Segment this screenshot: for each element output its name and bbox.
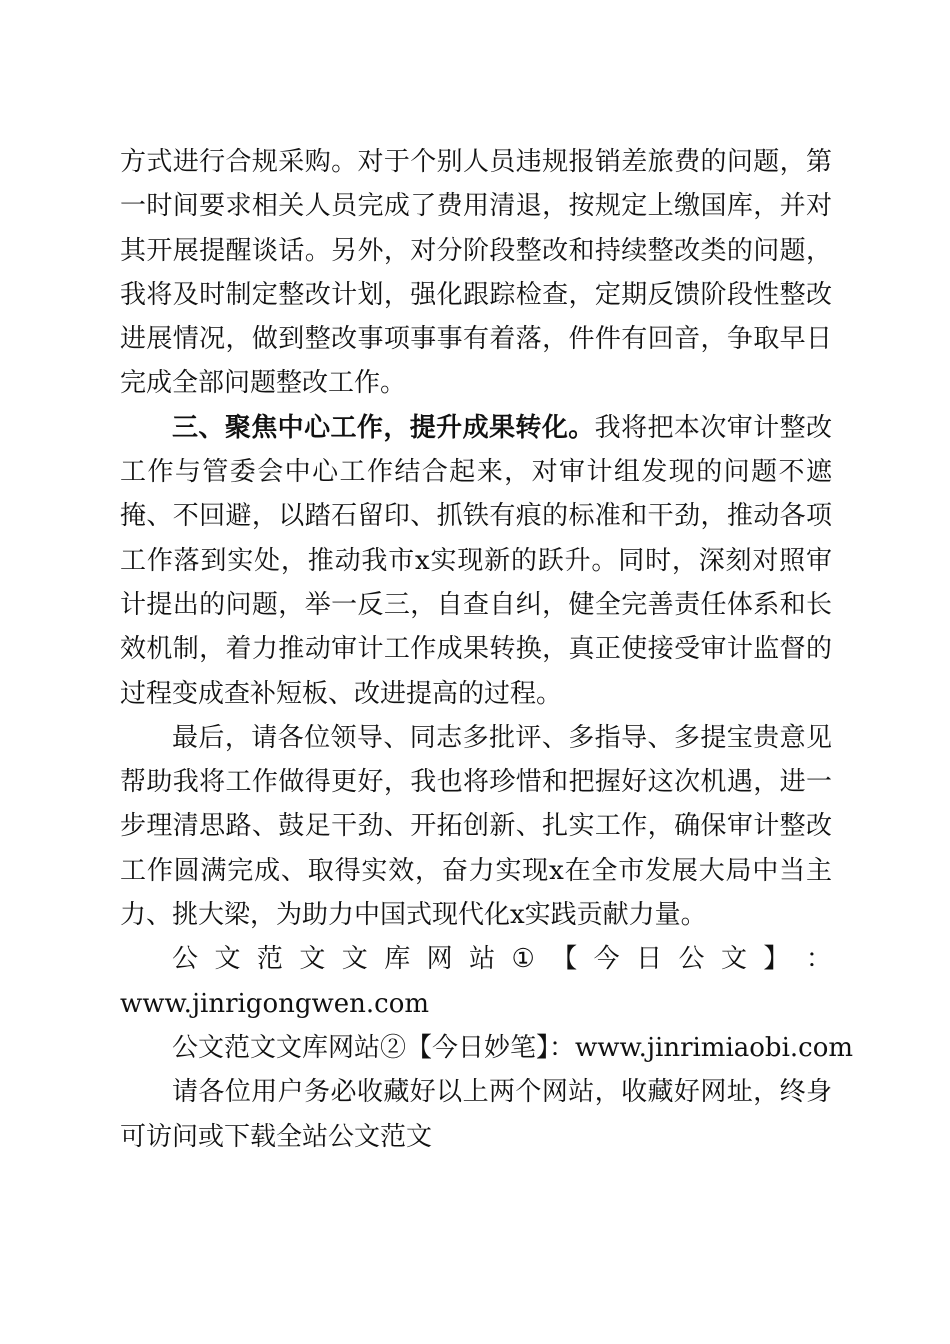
footer-site1-label-char: 范: [256, 944, 283, 975]
section-three-body: 我将把本次审计整改工作与管委会中心工作结合起来，对审计组发现的问题不遮掩、不回避，以踏石留印、抓铁有痕的标准和干劲，推动各项工作落到实处，推动我市x实现新的跃升。同时，深刻对照审计提出的问题，举一反三，自查自纠，健全完善责任体系和长效机制，着力推动审计工作成果转换，真正使接受审计监督的过程变成查补短板、改进提高的过程。: [120, 412, 832, 709]
footer-site1-url[interactable]: www.jinrigongwen.com: [120, 988, 430, 1019]
paragraph-procurement-rectification: 方式进行合规采购。对于个别人员违规报销差旅费的问题，第一时间要求相关人员完成了费用清退，按规定上缴国库，并对其开展提醒谈话。另外，对分阶段整改和持续整改类的问题，我将及时制定整改计划，强化跟踪检查，定期反馈阶段性整改进展情况，做到整改事项事事有着落，件件有回音，争取早日完成全部问题整改工作。: [120, 147, 832, 399]
footer-site1-label-char: ：: [805, 944, 832, 975]
footer-site1-label-char: 【: [551, 944, 578, 975]
footer-site1-label-char: 文: [214, 944, 241, 975]
footer-site1-label-char: 网: [426, 944, 453, 975]
footer-site1-label: [120, 937, 832, 981]
footer-site1-label-char: 公: [172, 944, 199, 975]
footer-site1-label-char: 文: [299, 944, 326, 975]
footer-site1-label-char: 文: [720, 944, 747, 975]
footer-site1-label-char: 】: [763, 944, 790, 975]
footer-site1-label-char: 日: [636, 944, 663, 975]
footer-site1-label-char: 站: [469, 944, 496, 975]
footer-site1-label-char: 今: [593, 944, 620, 975]
footer-notice: 请各位用户务必收藏好以上两个网站，收藏好网址，终身可访问或下载全站公文范文: [120, 1077, 832, 1152]
section-three-heading: 三、聚焦中心工作，提升成果转化。: [172, 412, 595, 443]
footer-site1-label-char: 文: [341, 944, 368, 975]
paragraph-section-three: [120, 406, 832, 716]
document-body: [120, 140, 854, 1159]
footer-site2-line: 公文范文文库网站②【今日妙笔】：www.jinrimiaobi.com: [172, 1032, 854, 1063]
paragraph-closing: 最后，请各位领导、同志多批评、多指导、多提宝贵意见帮助我将工作做得更好，我也将珍惜和把握好这次机遇，进一步理清思路、鼓足干劲、开拓创新、扎实工作，确保审计整改工作圆满完成、取得实效，奋力实现x在全市发展大局中当主力、挑大梁，为助力中国式现代化x实践贡献力量。: [120, 722, 832, 931]
footer-site1-label-char: 库: [384, 944, 411, 975]
footer-site1-label-char: ①: [511, 944, 535, 975]
footer-site1-label-char: 公: [678, 944, 705, 975]
